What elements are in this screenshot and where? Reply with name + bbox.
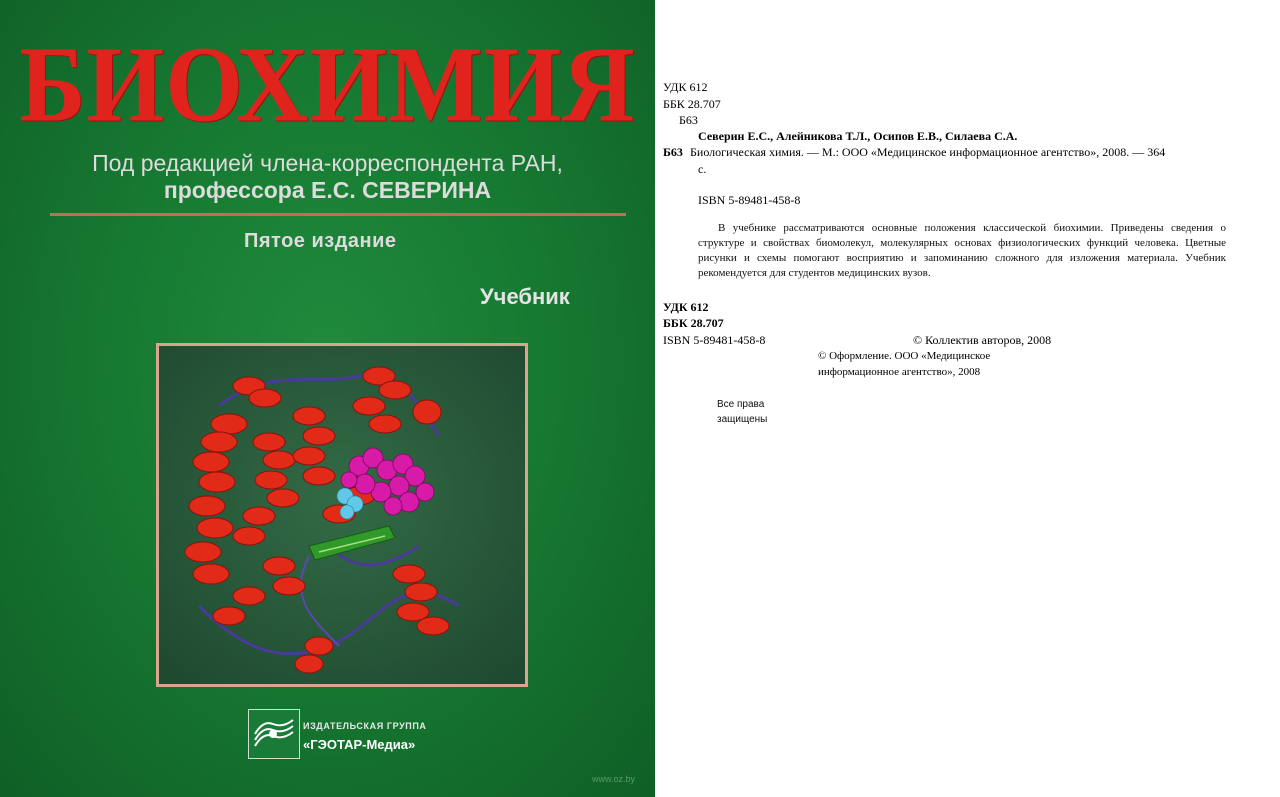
author-code-top: Б63 xyxy=(679,113,698,127)
cover-divider xyxy=(50,213,626,216)
author-code-label: Б63 xyxy=(663,145,683,159)
copyright-design-line2: информационное агентство», 2008 xyxy=(818,366,981,378)
cover-editor xyxy=(0,150,655,204)
protein-ribbon-icon xyxy=(159,346,525,684)
cover-editor-line1: Под редакцией члена-корреспондента РАН, xyxy=(92,150,563,176)
citation-line2: с. xyxy=(698,162,707,176)
udk-top: УДК 612 xyxy=(663,80,708,94)
cover-book-type: Учебник xyxy=(480,284,570,309)
protein-structure-illustration xyxy=(156,343,528,687)
cover-editor-line2: профессора Е.С. СЕВЕРИНА xyxy=(163,177,492,203)
copyright-authors: © Коллектив авторов, 2008 xyxy=(913,333,1052,347)
publisher-block xyxy=(248,709,448,765)
annotation: В учебнике рассматриваются основные положения классической биохимии. Приведены сведения о структуре и свойствах биомолекул, молекулярных основах физиологических функций человека. Цветные рисунки и схемы помогают восприятию и запоминанию сложного для изложения материала. Учебник рекомендуется для студентов медицинских вузов. xyxy=(698,222,1226,279)
citation-line1: Биологическая химия. — М.: ООО «Медицинское информационное агентство», 2008. — 364 xyxy=(690,145,1166,159)
publisher-logo-icon xyxy=(248,709,300,759)
isbn-top: ISBN 5-89481-458-8 xyxy=(698,193,801,207)
isbn-bottom: ISBN 5-89481-458-8 xyxy=(663,333,766,347)
publisher-group-label: ИЗДАТЕЛЬСКАЯ ГРУППА xyxy=(303,721,427,731)
cover-edition: Пятое издание xyxy=(244,230,397,252)
rights-line2: защищены xyxy=(717,414,768,425)
bbk-top: ББК 28.707 xyxy=(663,97,721,111)
rights-line1: Все права xyxy=(717,399,765,410)
cover-title: БИОХИМИЯ xyxy=(19,24,636,145)
watermark: www.oz.by xyxy=(592,774,636,784)
publisher-name: «ГЭОТАР-Медиа» xyxy=(303,737,416,752)
authors-line: Северин Е.С., Алейникова Т.Л., Осипов Е.В., Силаева С.А. xyxy=(698,129,1018,143)
bbk-bottom: ББК 28.707 xyxy=(663,316,724,330)
copyright-design-line1: © Оформление. ООО «Медицинское xyxy=(818,350,991,362)
udk-bottom: УДК 612 xyxy=(663,300,709,314)
